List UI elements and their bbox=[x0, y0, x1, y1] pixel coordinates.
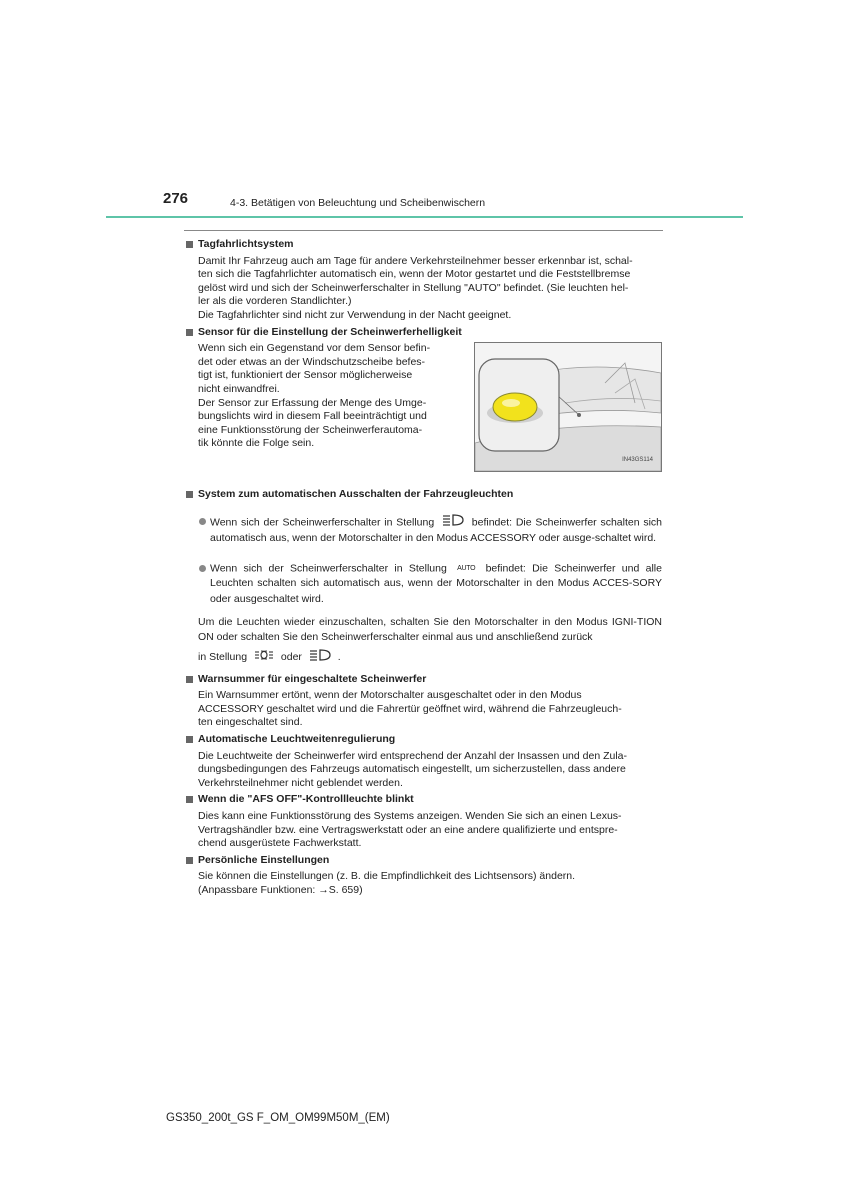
text-line: Die Leuchtweite der Scheinwerfer wird entsprechend der Anzahl der Insassen und den Zula- bbox=[198, 749, 627, 762]
text-line: Dies kann eine Funktionsstörung des Systems anzeigen. Wenden Sie sich an einen Lexus- bbox=[198, 810, 622, 822]
text-line: Sie können die Einstellungen (z. B. die Empfindlichkeit des Lichtsensors) ändern. bbox=[198, 870, 576, 883]
text-line: tigt ist, funktioniert der Sensor möglicherweise bbox=[198, 369, 413, 382]
auto-icon: AUTO bbox=[457, 564, 476, 572]
list-item bbox=[198, 514, 662, 547]
section-title-buzzer: Warnsummer für eingeschaltete Scheinwerfer bbox=[186, 673, 662, 687]
section-body-buzzer bbox=[198, 689, 662, 730]
text-line: Um die Leuchten wieder einzuschalten, schalten Sie den Motorschalter in den Modus IGNI-TION ON oder schalten Sie den Scheinwerferschalter einmal aus und anschließend zurück bbox=[198, 616, 662, 644]
headlight-icon bbox=[442, 514, 464, 531]
section-title-leveling: Automatische Leuchtweitenregulierung bbox=[186, 733, 662, 747]
section-body-afs bbox=[198, 810, 662, 851]
section-title-personal: Persönliche Einstellungen bbox=[186, 854, 662, 868]
text-line: ten sich die Tagfahrlichter automatisch ein, wenn der Motor gestartet und die Feststellbremse bbox=[198, 268, 631, 281]
text-line-with-icons bbox=[198, 649, 662, 666]
list-item bbox=[198, 561, 662, 608]
page-reference-link[interactable]: (Anpassbare Funktionen: →S. 659) bbox=[198, 883, 363, 896]
text-fragment: in Stellung bbox=[198, 651, 248, 664]
sensor-block bbox=[198, 342, 662, 472]
section-title-afs: Wenn die "AFS OFF"-Kontrollleuchte blinkt bbox=[186, 793, 662, 807]
text-line: Der Sensor zur Erfassung der Menge des Umge- bbox=[198, 396, 427, 409]
bullet-text-post: befindet: Die Scheinwerfer schalten sich automatisch aus, wenn der Motorschalter in den Modus ACCESSORY oder ausge-schaltet wird. bbox=[210, 516, 663, 545]
text-line: ten eingeschaltet sind. bbox=[198, 716, 303, 729]
text-line: dungsbedingungen des Fahrzeugs automatisch eingestellt, um sicherzustellen, dass andere bbox=[198, 763, 626, 776]
text-line: bungslichts wird in diesem Fall beeinträchtigt und bbox=[198, 410, 427, 423]
section-header: 4-3. Betätigen von Beleuchtung und Scheibenwischern bbox=[230, 197, 486, 209]
sensor-illustration bbox=[474, 342, 662, 472]
figure-code: IN43GS114 bbox=[622, 456, 653, 463]
section-body-daytime bbox=[198, 255, 662, 323]
text-line: Verkehrsteilnehmer nicht geblendet werden. bbox=[198, 776, 403, 789]
footer-code: GS350_200t_GS F_OM_OM99M50M_(EM) bbox=[166, 1112, 390, 1124]
text-line: tik könnte die Folge sein. bbox=[198, 437, 315, 450]
bullet-text-pre: Wenn sich der Scheinwerferschalter in Stellung bbox=[210, 516, 435, 529]
text-line: Damit Ihr Fahrzeug auch am Tage für andere Verkehrsteilnehmer besser erkennbar ist, schal- bbox=[198, 254, 633, 267]
text-line: nicht einwandfrei. bbox=[198, 382, 280, 395]
text-line: det oder etwas an der Windschutzscheibe befes- bbox=[198, 355, 426, 368]
text-fragment: oder bbox=[280, 651, 302, 664]
text-line: Die Tagfahrlichter sind nicht zur Verwendung in der Nacht geeignet. bbox=[198, 308, 512, 321]
text-line: chend ausgerüstete Fachwerkstatt. bbox=[198, 837, 362, 850]
headlight-icon bbox=[309, 649, 331, 666]
header-rule bbox=[106, 216, 743, 218]
section-title-sensor: Sensor für die Einstellung der Scheinwerferhelligkeit bbox=[186, 326, 662, 340]
section-title-auto-off: System zum automatischen Ausschalten der Fahrzeugleuchten bbox=[186, 488, 662, 502]
bullet-text-pre: Wenn sich der Scheinwerferschalter in Stellung bbox=[210, 562, 447, 575]
text-line: ler als die vorderen Standlichter.) bbox=[198, 295, 352, 308]
section-body-leveling bbox=[198, 750, 662, 791]
page-number: 276 bbox=[163, 190, 189, 207]
text-line: Ein Warnsummer ertönt, wenn der Motorschalter ausgeschaltet oder in den Modus bbox=[198, 689, 582, 702]
sensor-text bbox=[198, 342, 448, 472]
page-content bbox=[186, 238, 662, 901]
dashboard-sensor-drawing bbox=[475, 343, 661, 471]
parking-light-icon bbox=[254, 649, 274, 666]
section-title-daytime: Tagfahrlichtsystem bbox=[186, 238, 662, 252]
text-line: gelöst wird und sich der Scheinwerferschalter in Stellung "AUTO" befindet. (Sie leuchten hel- bbox=[198, 281, 629, 294]
text-line: Vertragshändler bzw. eine Vertragswerkstatt oder an eine andere qualifizierte und entspre- bbox=[198, 823, 618, 836]
text-line: eine Funktionsstörung der Scheinwerferautoma- bbox=[198, 423, 423, 436]
bullet-text-post: befindet: Die Scheinwerfer und alle Leuchten schalten sich automatisch aus, wenn der Motorschalter in den Modus ACCES-SORY oder ausgeschaltet wird. bbox=[210, 562, 662, 605]
text-fragment: . bbox=[337, 651, 341, 664]
section-body-personal bbox=[198, 870, 662, 897]
text-line: Wenn sich ein Gegenstand vor dem Sensor befin- bbox=[198, 342, 431, 355]
content-top-rule bbox=[184, 230, 663, 231]
text-line: ACCESSORY geschaltet wird und die Fahrertür geöffnet wird, während die Fahrzeugleuch- bbox=[198, 702, 622, 715]
section-body-auto-off bbox=[198, 615, 662, 665]
